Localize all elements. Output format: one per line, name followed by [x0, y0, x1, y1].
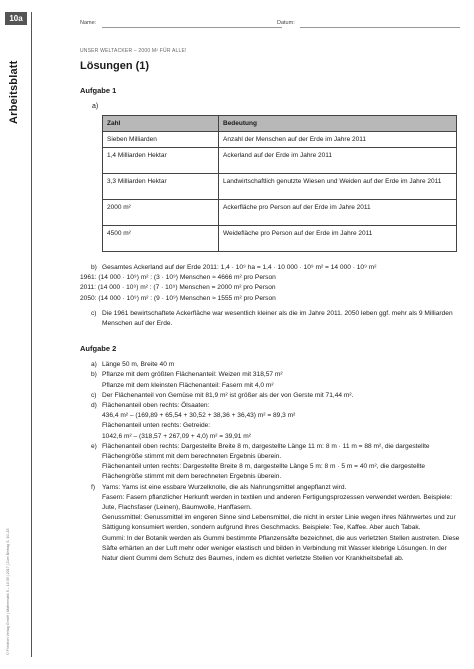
- sidebar-divider: [31, 12, 32, 657]
- task1-a-label: a): [92, 103, 99, 110]
- item-text: Die 1961 bewirtschaftete Ackerfläche war wesentlich kleiner als die im Jahre 2011. 2050 leben ggf. mehr als 9 Milliarden Menschen auf der Erde.: [102, 309, 453, 328]
- table-cell: 1,4 Milliarden Hektar: [103, 148, 219, 174]
- answer-line: [80, 483, 460, 493]
- task2-heading: Aufgabe 2: [80, 344, 117, 354]
- answer-line: [80, 309, 460, 329]
- name-field-line: [102, 27, 282, 28]
- table-cell: Weidefläche pro Person auf der Erde im Jahre 2011: [219, 226, 457, 252]
- answer-line: [80, 273, 460, 283]
- table-cell: 3,3 Milliarden Hektar: [103, 174, 219, 200]
- main-content: [80, 48, 460, 564]
- table-cell: 2000 m²: [103, 200, 219, 226]
- answer-line: [80, 283, 460, 293]
- table-cell: Ackerfläche pro Person auf der Erde im Jahre 2011: [219, 200, 457, 226]
- item-text: Flächenanteil unten rechts: Getreide:: [102, 422, 211, 430]
- answer-line: [80, 432, 460, 442]
- item-text: Fasern: Fasern pflanzlicher Herkunft werden in textilen und anderen Fertigungsprozessen verwendet werden. Beispiele: Jute, Flachsfaser (Leinen), Baumwolle, Hanffasern.: [102, 493, 453, 512]
- item-label: e): [91, 442, 97, 450]
- item-label: b): [91, 371, 97, 379]
- item-text: Gesamtes Ackerland auf der Erde 2011: 1,4 · 10⁹ ha = 1,4 · 10 000 · 10⁹ m² = 14 000 · 10⁹ m²: [102, 264, 377, 271]
- unit-title: UNSER WELTACKER – 2000 M² FÜR ALLE!: [80, 48, 187, 54]
- answer-line: [80, 381, 460, 391]
- table-row: [103, 132, 457, 148]
- task2-answers: [80, 360, 460, 564]
- table-header-row: [103, 116, 457, 132]
- answer-line: [80, 263, 460, 273]
- copyright-note: © Friedrich Verlag GmbH | Mathematik 5 – 10 39 | 2017 | Zum Beitrag S. 10–15: [6, 528, 10, 655]
- item-label: d): [91, 402, 97, 410]
- name-label: Name:: [80, 20, 97, 26]
- page-title: Lösungen (1): [80, 60, 150, 72]
- item-text: 436,4 m² – (169,89 + 65,54 + 30,52 + 38,36 + 36,43) m² = 89,3 m²: [102, 412, 296, 420]
- item-text: Flächenanteil unten rechts: Dargestellte Breite 8 m, dargestellte Länge 5 m: 8 m · 5 m = 40 m², die dargestellte Flächengröße stimmt mit dem berechneten Ergebnis überein.: [102, 463, 426, 481]
- table-row: [103, 148, 457, 174]
- table-row: [103, 174, 457, 200]
- solution-table: [102, 115, 457, 252]
- table-cell: Ackerland auf der Erde im Jahre 2011: [219, 148, 457, 174]
- item-label: c): [91, 309, 97, 317]
- table-header-cell: Zahl: [103, 116, 219, 132]
- answer-line: [80, 401, 460, 411]
- answer-line: [80, 370, 460, 380]
- answer-line: [80, 442, 460, 462]
- answer-line: [80, 493, 460, 513]
- answer-line: [80, 462, 460, 482]
- item-text: Länge 50 m, Breite 40 m: [102, 361, 175, 369]
- sidebar: [0, 0, 62, 669]
- item-text: Genussmittel: Genussmittel im engeren Sinne sind Lebensmittel, die nicht in erster Linie wegen ihres Nährwertes und zur Sättigung konsumiert werden, sondern aufgrund ihres Geschmacks. Beispiele: Tee, Kaffee. Aber auch Tabak.: [102, 514, 456, 532]
- header: [62, 16, 460, 30]
- date-field-line: [300, 27, 460, 28]
- answer-line: [80, 391, 460, 401]
- answer-line: [80, 294, 460, 304]
- item-text: Der Flächenanteil von Gemüse mit 81,9 m² ist größer als der von Gerste mit 71,44 m².: [102, 391, 354, 399]
- table-cell: Sieben Milliarden: [103, 132, 219, 148]
- item-text: 2011: (14 000 · 10⁹) m² : (7 · 10⁹) Menschen = 2000 m² pro Person: [80, 284, 276, 292]
- page-badge: 10a: [5, 12, 27, 25]
- item-text: Yams: Yams ist eine essbare Wurzelknolle, die als Nahrungsmittel angepflanzt wird.: [102, 483, 347, 491]
- item-text: Flächenanteil oben rechts: Ölsaaten:: [102, 402, 210, 410]
- item-text: 1961: (14 000 · 10⁹) m² : (3 · 10⁹) Menschen ≈ 4666 m² pro Person: [80, 274, 276, 282]
- answer-line: [80, 421, 460, 431]
- item-text: Pflanze mit dem größten Flächenanteil: Weizen mit 318,57 m²: [102, 371, 283, 379]
- item-text: 1042,6 m² – (318,57 + 267,09 + 4,0) m² = 39,91 m²: [102, 432, 251, 440]
- item-label: a): [91, 361, 97, 369]
- item-text: Flächenanteil oben rechts: Dargestellte Breite 8 m, dargestellte Länge 11 m: 8 m · 11 m = 88 m², die dargestellte Flächengröße stimmt mit dem berechneten Ergebnis überein.: [102, 442, 430, 461]
- task1-answers: [80, 263, 460, 329]
- item-text: 2050: (14 000 · 10⁹) m² : (9 · 10⁹) Menschen ≈ 1555 m² pro Person: [80, 294, 276, 302]
- item-label: c): [91, 391, 97, 399]
- table-row: [103, 226, 457, 252]
- answer-line: [80, 534, 460, 565]
- item-text: Pflanze mit dem kleinsten Flächenanteil: Fasern mit 4,0 m²: [102, 381, 274, 389]
- table-cell: Landwirtschaftlich genutzte Wiesen und Weiden auf der Erde im Jahre 2011: [219, 174, 457, 200]
- table-header-cell: Bedeutung: [219, 116, 457, 132]
- answer-line: [80, 360, 460, 370]
- table-row: [103, 200, 457, 226]
- table-cell: Anzahl der Menschen auf der Erde im Jahre 2011: [219, 132, 457, 148]
- answer-line: [80, 513, 460, 533]
- task1-heading: Aufgabe 1: [80, 86, 117, 95]
- answer-line: [80, 411, 460, 421]
- item-label: f): [91, 483, 96, 491]
- worksheet-label: Arbeitsblatt: [8, 60, 20, 124]
- table-cell: 4500 m²: [103, 226, 219, 252]
- item-text: Gummi: In der Botanik werden als Gummi bestimmte Pflanzensäfte bezeichnet, die aus verletzten Stellen austreten. Diese Säfte erhärten an der Luft mehr oder weniger elastisch und bilden in Verbindung mit Wasser klebrige Lösungen. In der Natur dient Gummi dem Schutz des Baumes, indem es dichtet verletzte Stellen vor Krankheitsbefall ab.: [102, 534, 460, 563]
- item-label: b): [91, 264, 97, 271]
- date-label: Datum:: [277, 20, 295, 26]
